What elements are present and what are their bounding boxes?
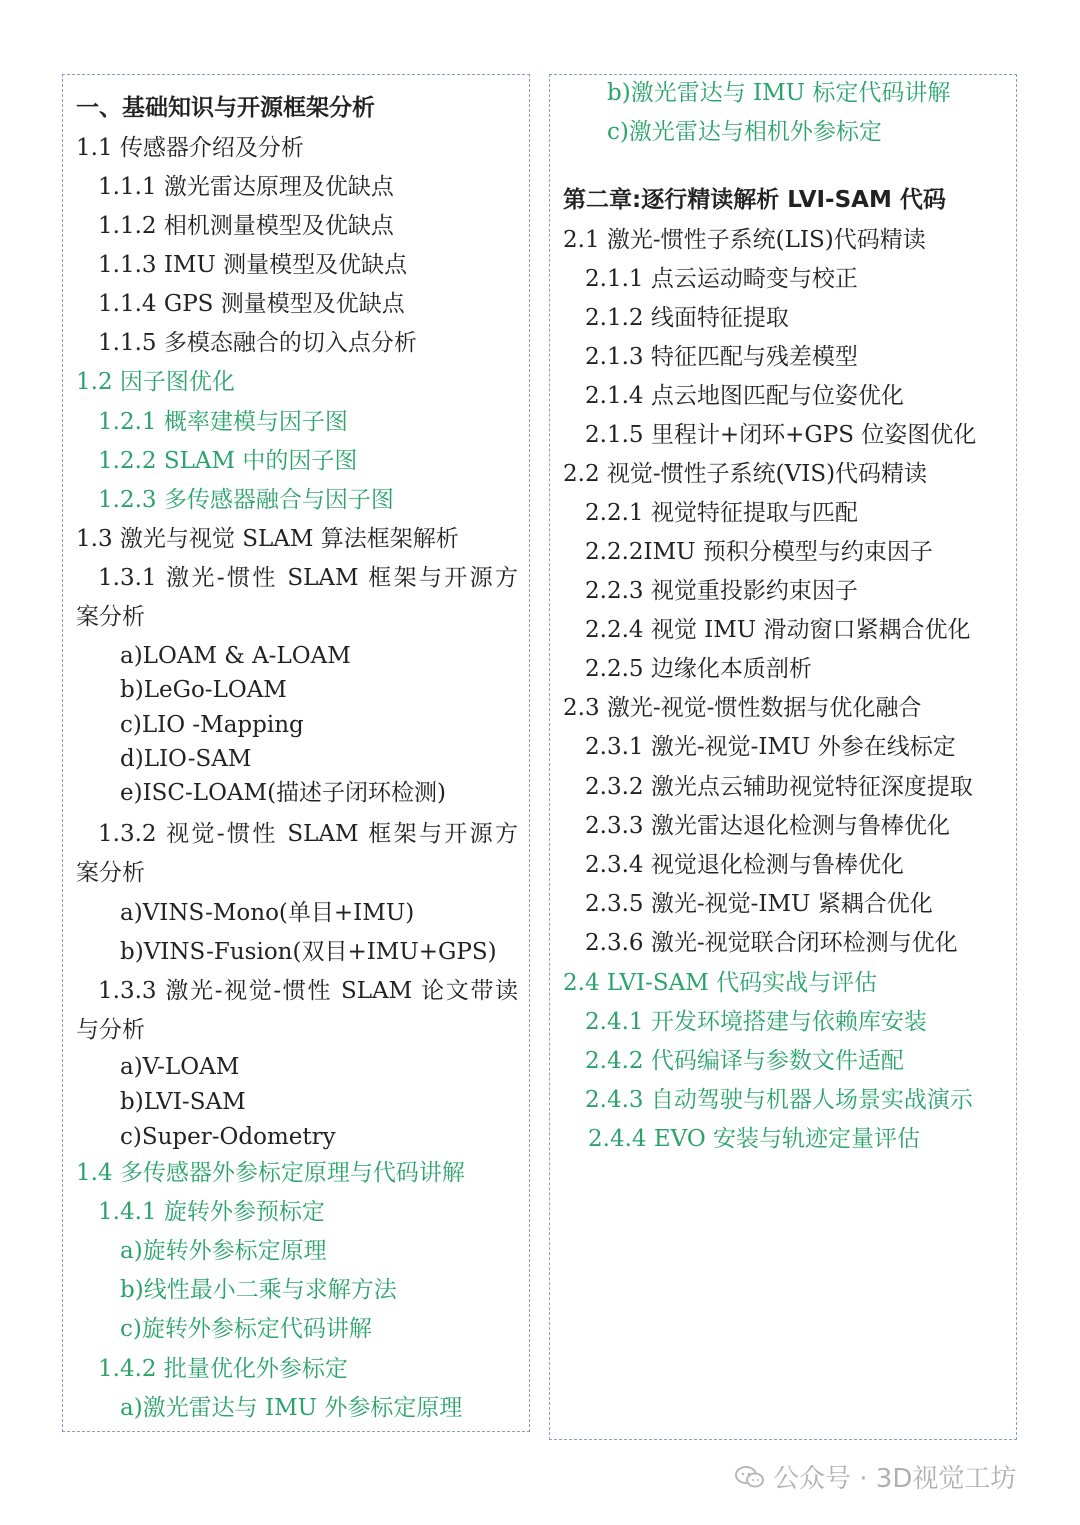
left-line: c)Super-Odometry	[120, 1124, 336, 1150]
left-line: 1.3.2 视觉-惯性 SLAM 框架与开源方	[98, 821, 518, 847]
right-line: 2.3.4 视觉退化检测与鲁棒优化	[585, 852, 904, 878]
right-line: 2.4.2 代码编译与参数文件适配	[585, 1048, 904, 1074]
left-line: b)LeGo-LOAM	[120, 677, 287, 703]
left-line: a)旋转外参标定原理	[120, 1238, 327, 1264]
right-line: 2.3.1 激光-视觉-IMU 外参在线标定	[585, 734, 956, 760]
left-line: 1.2 因子图优化	[76, 369, 235, 395]
left-line: 1.1.2 相机测量模型及优缺点	[98, 213, 394, 239]
left-line: b)线性最小二乘与求解方法	[120, 1277, 397, 1303]
left-line: 1.1.3 IMU 测量模型及优缺点	[98, 252, 408, 278]
left-line: 1.2.1 概率建模与因子图	[98, 409, 348, 435]
right-line: 2.3 激光-视觉-惯性数据与优化融合	[563, 695, 922, 721]
left-line: 1.3.3 激光-视觉-惯性 SLAM 论文带读	[98, 978, 518, 1004]
left-line: 1.4 多传感器外参标定原理与代码讲解	[76, 1160, 465, 1186]
right-line: 2.2.1 视觉特征提取与匹配	[585, 500, 858, 526]
left-line: 一、基础知识与开源框架分析	[76, 95, 375, 121]
watermark-text: 公众号 · 3D视觉工坊	[773, 1464, 1017, 1494]
left-line: 1.1.1 激光雷达原理及优缺点	[98, 174, 394, 200]
left-line: 1.1.4 GPS 测量模型及优缺点	[98, 291, 405, 317]
right-line: 2.3.5 激光-视觉-IMU 紧耦合优化	[585, 891, 933, 917]
right-line: 2.4 LVI-SAM 代码实战与评估	[563, 970, 878, 996]
left-line: 与分析	[76, 1017, 145, 1043]
right-line: 2.3.6 激光-视觉联合闭环检测与优化	[585, 930, 958, 956]
left-line: 1.1.5 多模态融合的切入点分析	[98, 330, 417, 356]
left-line: a)LOAM & A-LOAM	[120, 643, 351, 669]
left-line: a)V-LOAM	[120, 1054, 240, 1080]
right-line: 2.4.1 开发环境搭建与依赖库安装	[585, 1009, 927, 1035]
right-line: 2.2.3 视觉重投影约束因子	[585, 578, 858, 604]
wechat-icon	[735, 1465, 765, 1489]
right-line: 2.4.3 自动驾驶与机器人场景实战演示	[585, 1087, 973, 1113]
right-line: 2.2.2IMU 预积分模型与约束因子	[585, 539, 933, 565]
left-line: 1.2.2 SLAM 中的因子图	[98, 448, 358, 474]
right-line: 2.2.4 视觉 IMU 滑动窗口紧耦合优化	[585, 617, 971, 643]
left-line: c)旋转外参标定代码讲解	[120, 1316, 372, 1342]
left-line: d)LIO-SAM	[120, 746, 252, 772]
left-line: 案分析	[76, 604, 145, 630]
right-line: 第二章:逐行精读解析 LVI-SAM 代码	[563, 187, 946, 213]
left-line: a)VINS-Mono(单目+IMU)	[120, 900, 415, 926]
right-line: 2.1.5 里程计+闭环+GPS 位姿图优化	[585, 422, 977, 448]
right-line: 2.1.1 点云运动畸变与校正	[585, 266, 858, 292]
right-line: 2.2 视觉-惯性子系统(VIS)代码精读	[563, 461, 928, 487]
right-line: 2.1 激光-惯性子系统(LIS)代码精读	[563, 227, 926, 253]
watermark	[735, 1458, 1016, 1495]
left-line: b)LVI-SAM	[120, 1089, 246, 1115]
left-line: e)ISC-LOAM(描述子闭环检测)	[120, 780, 447, 806]
left-line: c)LIO -Mapping	[120, 712, 304, 738]
right-line: c)激光雷达与相机外参标定	[607, 119, 882, 145]
right-line: 2.1.2 线面特征提取	[585, 305, 789, 331]
right-line: 2.4.4 EVO 安装与轨迹定量评估	[588, 1126, 920, 1152]
left-line: 1.1 传感器介绍及分析	[76, 135, 304, 161]
right-line: 2.1.4 点云地图匹配与位姿优化	[585, 383, 904, 409]
right-line: 2.3.3 激光雷达退化检测与鲁棒优化	[585, 813, 950, 839]
right-line: b)激光雷达与 IMU 标定代码讲解	[607, 80, 951, 106]
left-line: 1.3 激光与视觉 SLAM 算法框架解析	[76, 526, 459, 552]
right-line: 2.1.3 特征匹配与残差模型	[585, 344, 858, 370]
left-line: a)激光雷达与 IMU 外参标定原理	[120, 1395, 463, 1421]
left-line: 1.2.3 多传感器融合与因子图	[98, 487, 394, 513]
left-line: 1.4.1 旋转外参预标定	[98, 1199, 325, 1225]
left-line: 1.3.1 激光-惯性 SLAM 框架与开源方	[98, 565, 518, 591]
left-line: 案分析	[76, 860, 145, 886]
left-line: b)VINS-Fusion(双目+IMU+GPS)	[120, 939, 497, 965]
left-line: 1.4.2 批量优化外参标定	[98, 1356, 348, 1382]
right-line: 2.3.2 激光点云辅助视觉特征深度提取	[585, 774, 973, 800]
right-line: 2.2.5 边缘化本质剖析	[585, 656, 812, 682]
